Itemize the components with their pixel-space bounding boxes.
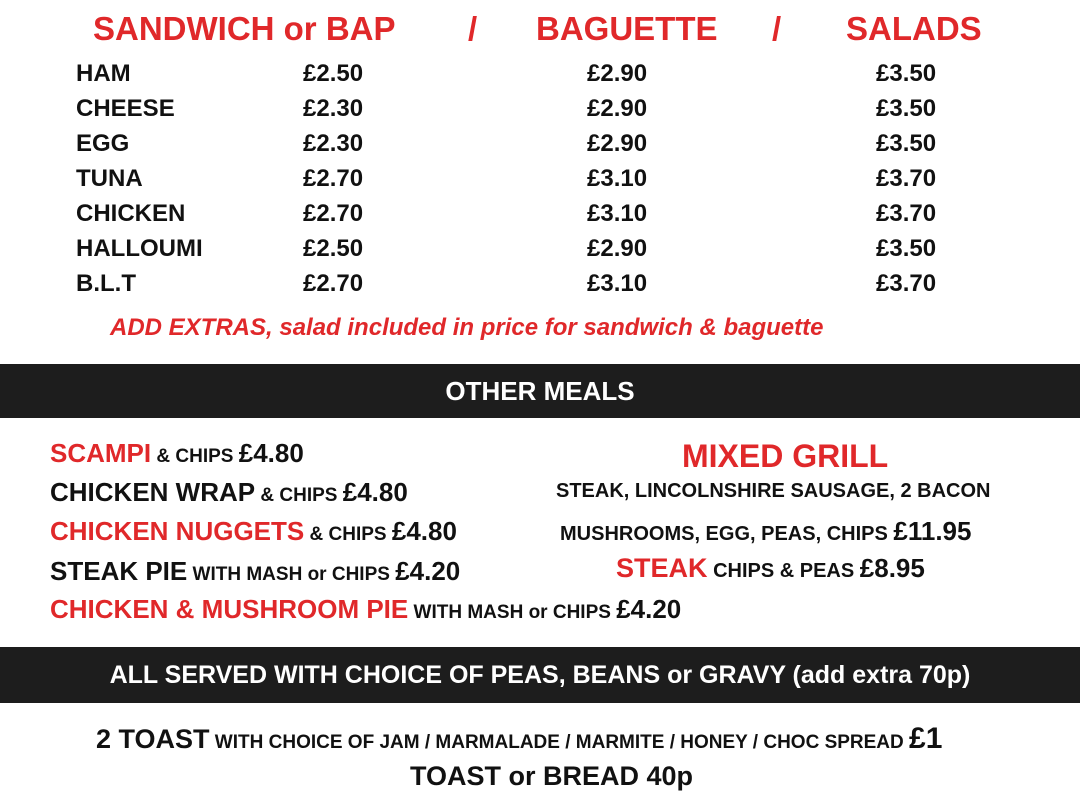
item-name: HAM (76, 60, 131, 87)
baguette-price: £2.90 (587, 60, 648, 87)
extras-note: ADD EXTRAS, salad included in price for sandwich & baguette (110, 314, 824, 341)
meal-price: £4.20 (616, 594, 682, 624)
header-separator-2: / (772, 10, 782, 47)
mixed-grill-title: MIXED GRILL (682, 438, 889, 474)
toast-name: 2 TOAST (96, 724, 210, 754)
item-name: TUNA (76, 165, 143, 192)
toast-options: WITH CHOICE OF JAM / MARMALADE / MARMITE / HONEY / CHOC SPREAD (209, 732, 910, 753)
toast-line-2: TOAST or BREAD 40p (410, 761, 694, 791)
steak-line (616, 553, 925, 584)
item-name: HALLOUMI (76, 235, 203, 262)
header-baguette: BAGUETTE (536, 10, 718, 47)
item-name: CHICKEN (76, 200, 186, 227)
sandwich-price: £2.50 (303, 235, 364, 262)
mixed-grill-price: £11.95 (893, 516, 972, 546)
toast-line-1 (96, 722, 942, 756)
meal-suffix: & CHIPS (151, 446, 239, 467)
steak-suffix: CHIPS & PEAS (707, 560, 860, 582)
item-name: EGG (76, 130, 130, 157)
meal-suffix: & CHIPS (304, 524, 392, 545)
meal-suffix: WITH MASH or CHIPS (187, 564, 396, 585)
meal-suffix: WITH MASH or CHIPS (408, 602, 617, 623)
sandwich-price: £2.70 (303, 200, 364, 227)
salad-price: £3.50 (876, 95, 937, 122)
header-salads: SALADS (846, 10, 982, 47)
meal-item (50, 516, 457, 547)
other-meals-banner: OTHER MEALS (0, 364, 1080, 418)
meal-suffix: & CHIPS (255, 485, 343, 506)
mixed-grill-line-1: STEAK, LINCOLNSHIRE SAUSAGE, 2 BACON (556, 480, 991, 502)
meal-name: CHICKEN WRAP (50, 477, 256, 507)
meal-item (50, 477, 408, 508)
sandwich-price: £2.30 (303, 95, 364, 122)
baguette-price: £3.10 (587, 270, 648, 297)
meal-price: £4.80 (391, 516, 457, 546)
item-name: B.L.T (76, 270, 136, 297)
served-with-banner: ALL SERVED WITH CHOICE OF PEAS, BEANS or GRAVY (add extra 70p) (0, 647, 1080, 703)
header-sandwich: SANDWICH or BAP (93, 10, 396, 47)
salad-price: £3.70 (876, 165, 937, 192)
header-separator-1: / (468, 10, 478, 47)
steak-name: STEAK (616, 553, 708, 583)
meal-price: £4.80 (342, 477, 408, 507)
salad-price: £3.70 (876, 270, 937, 297)
sandwich-price: £2.30 (303, 130, 364, 157)
mixed-grill-line-2 (560, 516, 971, 547)
meal-name: SCAMPI (50, 438, 152, 468)
steak-price: £8.95 (859, 553, 925, 583)
baguette-price: £2.90 (587, 235, 648, 262)
salad-price: £3.50 (876, 235, 937, 262)
meal-price: £4.20 (395, 556, 461, 586)
meal-name: STEAK PIE (50, 556, 188, 586)
salad-price: £3.50 (876, 130, 937, 157)
sandwich-price: £2.70 (303, 165, 364, 192)
item-name: CHEESE (76, 95, 175, 122)
meal-name: CHICKEN & MUSHROOM PIE (50, 594, 409, 624)
baguette-price: £3.10 (587, 165, 648, 192)
salad-price: £3.50 (876, 60, 937, 87)
baguette-price: £2.90 (587, 130, 648, 157)
sandwich-price: £2.50 (303, 60, 364, 87)
salad-price: £3.70 (876, 200, 937, 227)
meal-item (50, 438, 304, 469)
mixed-grill-description: MUSHROOMS, EGG, PEAS, CHIPS (560, 523, 894, 545)
meal-name: CHICKEN NUGGETS (50, 516, 305, 546)
meal-item (50, 594, 681, 625)
meal-item (50, 556, 460, 587)
baguette-price: £3.10 (587, 200, 648, 227)
sandwich-price: £2.70 (303, 270, 364, 297)
baguette-price: £2.90 (587, 95, 648, 122)
meal-price: £4.80 (238, 438, 304, 468)
toast-price: £1 (909, 722, 943, 755)
